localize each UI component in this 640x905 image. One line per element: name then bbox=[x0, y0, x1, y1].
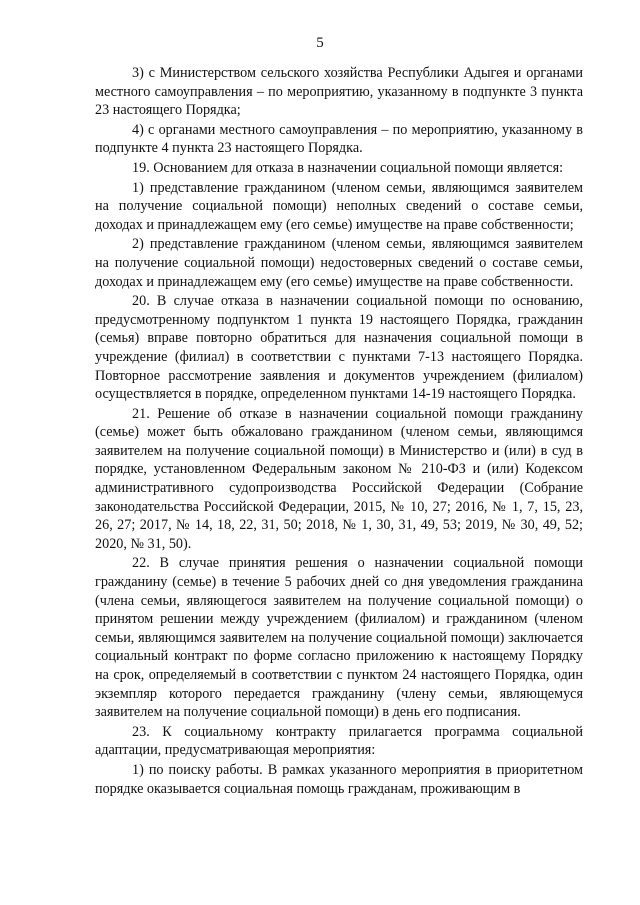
paragraph-21: 21. Решение об отказе в назначении социальной помощи гражданину (семье) может быть обжаловано гражданином (членом семьи, являющимся заявителем на получение социальной помощи) в Министерство и (или) в суд в порядке, установленном Федеральным законом № 210-ФЗ и (или) Кодексом административного судопроизводства Российской Федерации (Собрание законодательства Российской Федерации, 2015, № 10, 27; 2016, № 1, 7, 15, 23, 26, 27; 2017, № 14, 18, 22, 31, 50; 2018, № 1, 30, 31, 49, 53; 2019, № 30, 49, 52; 2020, № 31, 50). bbox=[95, 405, 583, 552]
paragraph-19-1: 1) представление гражданином (членом семьи, являющимся заявителем на получение социальной помощи) неполных сведений о составе семьи, доходах и принадлежащем ему (его семье) имуществе на праве собственности; bbox=[95, 179, 583, 233]
paragraph-23-1: 1) по поиску работы. В рамках указанного мероприятия в приоритетном порядке оказывается социальная помощь гражданам, проживающим в bbox=[95, 761, 583, 797]
paragraph-19: 19. Основанием для отказа в назначении социальной помощи является: bbox=[132, 159, 564, 176]
paragraph-19-2: 2) представление гражданином (членом семьи, являющимся заявителем на получение социальной помощи) недостоверных сведений о составе семьи, доходах и принадлежащем ему (его семье) имуществе на праве собственности. bbox=[95, 236, 583, 290]
page-number: 5 bbox=[316, 35, 324, 51]
paragraph-20: 20. В случае отказа в назначении социальной помощи по основанию, предусмотренному подпунктом 1 пункта 19 настоящего Порядка, гражданин (семья) вправе повторно обратиться для назначения социальной помощи в учреждение (филиал) в соответствии с пунктами 7-13 настоящего Порядка. Повторное рассмотрение заявления и документов учреждением (филиалом) осуществляется в порядке, определенном пунктами 14-19 настоящего Порядка. bbox=[95, 293, 583, 403]
paragraph-22: 22. В случае принятия решения о назначении социальной помощи гражданину (семье) в течение 5 рабочих дней со дня уведомления гражданина (члена семьи, являющегося заявителем на получение социальной помощи) о принятом решении между учреждением (филиалом) и гражданином (членом семьи, являющимся заявителем на получение социальной помощи) заключается социальный контракт по форме согласно приложению к настоящему Порядку на срок, определяемый в соответствии с пунктом 24 настоящего Порядка, один экземпляр которого передается гражданину (члену семьи, являющемуся заявителем на получение социальной помощи) в день его подписания. bbox=[95, 555, 583, 721]
paragraph-23: 23. К социальному контракту прилагается программа социальной адаптации, предусматривающая мероприятия: bbox=[95, 723, 583, 759]
paragraph-18-4: 4) с органами местного самоуправления – по мероприятию, указанному в подпункте 4 пункта 23 настоящего Порядка. bbox=[95, 121, 583, 157]
paragraph-18-3: 3) с Министерством сельского хозяйства Республики Адыгея и органами местного самоуправления – по мероприятию, указанному в подпункте 3 пункта 23 настоящего Порядка; bbox=[95, 65, 583, 119]
document-body bbox=[95, 64, 583, 799]
